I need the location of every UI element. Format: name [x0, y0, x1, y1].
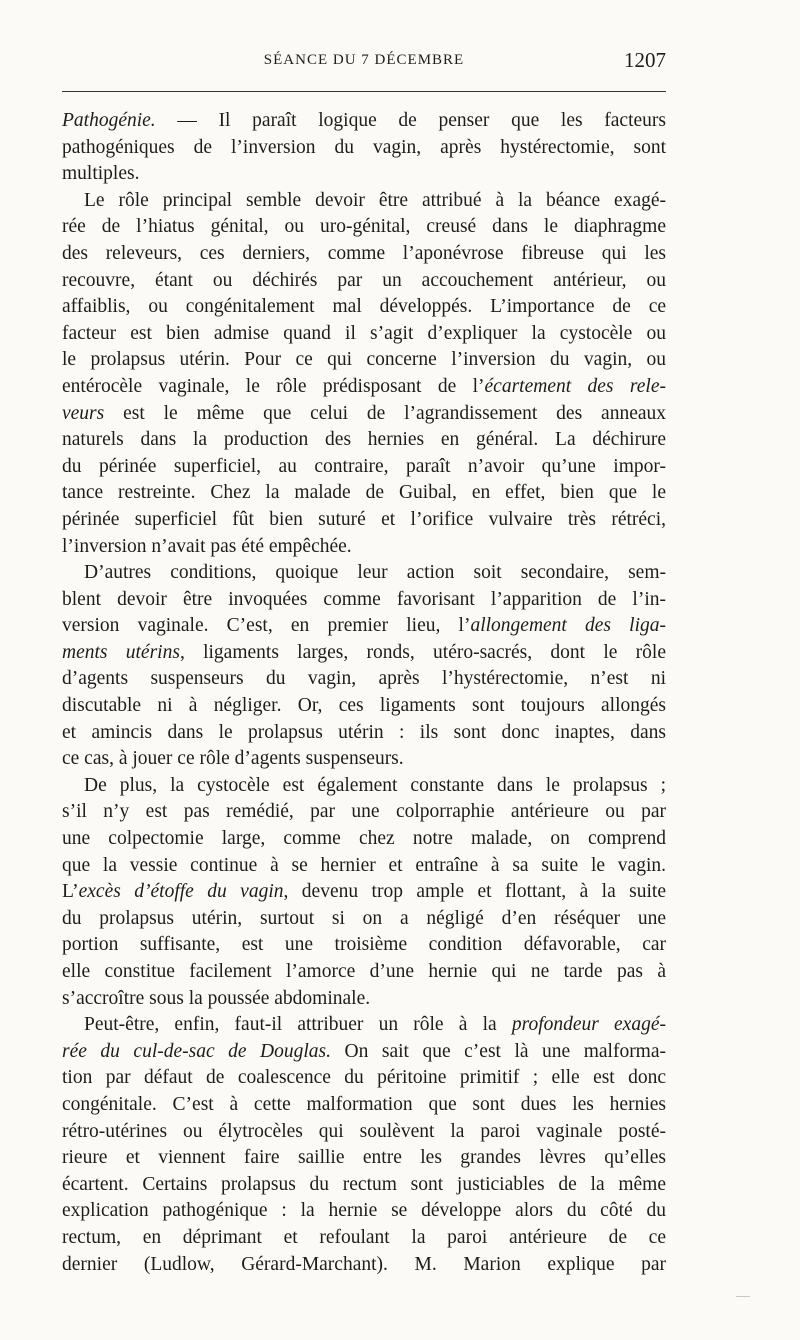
running-title: SÉANCE DU 7 DÉCEMBRE	[263, 52, 465, 68]
text-line	[62, 906, 666, 933]
text-line	[62, 108, 666, 135]
text-run: portion suffisante, est une troisième condition défavorable, car	[62, 934, 666, 956]
text-line	[62, 454, 666, 481]
text-line	[62, 534, 666, 561]
italic-text: ments utérins	[62, 641, 180, 663]
text-run: périnée superficiel fût bien suturé et l’orifice vulvaire très rétréci,	[62, 508, 666, 530]
text-line	[62, 613, 666, 640]
text-run: naturels dans la production des hernies en général. La déchirure	[62, 429, 666, 451]
text-line	[62, 799, 666, 826]
text-line	[62, 1092, 666, 1119]
text-run: recouvre, étant ou déchirés par un accouchement antérieur, ou	[62, 269, 666, 291]
text-run: Le rôle principal semble devoir être attribué à la béance exagé-	[84, 189, 666, 211]
text-line	[62, 480, 666, 507]
text-run: et amincis dans le prolapsus utérin : ils sont donc inaptes, dans	[62, 721, 666, 743]
text-line	[62, 401, 666, 428]
text-line	[62, 214, 666, 241]
header-rule	[62, 91, 666, 92]
text-line	[62, 932, 666, 959]
text-line	[62, 1172, 666, 1199]
text-line	[62, 666, 666, 693]
text-run: une colpectomie large, comme chez notre malade, on comprend	[62, 828, 666, 850]
italic-text: veurs	[62, 402, 105, 424]
paragraph	[62, 773, 666, 1012]
text-line	[62, 1252, 666, 1279]
text-line	[62, 853, 666, 880]
text-line	[62, 161, 666, 188]
page-number: 1207	[624, 48, 666, 72]
text-line	[62, 347, 666, 374]
page-header	[62, 48, 666, 82]
text-line	[62, 507, 666, 534]
text-run: D’autres conditions, quoique leur action soit secondaire, sem-	[84, 562, 666, 584]
text-line	[62, 746, 666, 773]
italic-text: excès d’étoffe du vagin	[78, 881, 284, 903]
text-line	[62, 241, 666, 268]
italic-text: profondeur exagé-	[511, 1014, 666, 1036]
text-run: du périnée superficiel, au contraire, paraît n’avoir qu’une impor-	[62, 455, 666, 477]
text-line	[62, 640, 666, 667]
text-line	[62, 1039, 666, 1066]
text-run: tion par défaut de coalescence du péritoine primitif ; elle est donc	[62, 1067, 666, 1089]
text-run: affaiblis, ou congénitalement mal développés. L’importance de ce	[62, 296, 666, 318]
italic-text: allongement des liga-	[470, 615, 667, 637]
text-run: , devenu trop ample et flottant, à la suite	[283, 881, 666, 903]
text-run: elle constitue facilement l’amorce d’une hernie qui ne tarde pas à	[62, 961, 666, 982]
text-line	[62, 1065, 666, 1092]
italic-text: Pathogénie.	[62, 110, 156, 131]
text-run: s’il n’y est pas remédié, par une colporraphie antérieure ou par	[62, 801, 666, 823]
paragraph	[62, 108, 666, 188]
text-run: des releveurs, ces derniers, comme l’aponévrose fibreuse qui les	[62, 242, 666, 264]
text-run: écartent. Certains prolapsus du rectum sont justiciables de la même	[62, 1173, 666, 1195]
text-run: est le même que celui de l’agrandissement des anneaux	[104, 402, 666, 424]
text-run: explication pathogénique : la hernie se développe alors du côté du	[62, 1200, 666, 1222]
text-run: , ligaments larges, ronds, utéro-sacrés, dont le rôle	[179, 641, 666, 663]
text-run: le prolapsus utérin. Pour ce qui concerne l’inversion du vagin, ou	[62, 349, 666, 371]
text-line	[62, 321, 666, 348]
text-run: On sait que c’est là une malforma-	[331, 1040, 666, 1062]
text-line	[62, 374, 666, 401]
text-line	[62, 427, 666, 454]
text-run: que la vessie continue à se hernier et entraîne à sa suite le vagin.	[62, 854, 666, 876]
paragraph	[62, 188, 666, 560]
paragraph	[62, 1012, 666, 1278]
text-run: rectum, en déprimant et refoulant la paroi antérieure de ce	[62, 1226, 666, 1248]
text-run: rée de l’hiatus génital, ou uro-génital, creusé dans le diaphragme	[62, 216, 666, 238]
text-line	[62, 720, 666, 747]
text-run: pathogéniques de l’inversion du vagin, après hystérectomie, sont	[62, 136, 666, 158]
text-run: du prolapsus utérin, surtout si on a négligé d’en réséquer une	[62, 907, 666, 929]
italic-text: écartement des rele-	[484, 375, 666, 397]
text-line	[62, 587, 666, 614]
text-line	[62, 879, 666, 906]
text-run: congénitale. C’est à cette malformation que sont dues les hernies	[62, 1093, 666, 1115]
text-run: entérocèle vaginale, le rôle prédisposant de l’	[62, 375, 485, 397]
text-run: tance restreinte. Chez la malade de Guibal, en effet, bien que le	[62, 482, 666, 504]
text-line	[62, 294, 666, 321]
text-line	[62, 268, 666, 295]
text-line	[62, 773, 666, 800]
paragraph	[62, 560, 666, 773]
text-run: l’inversion n’avait pas été empêchée.	[62, 535, 352, 557]
text-run: Peut-être, enfin, faut-il attribuer un rôle à la	[84, 1014, 512, 1036]
text-run: d’agents suspenseurs du vagin, après l’hystérectomie, n’est ni	[62, 668, 666, 690]
text-run: s’accroître sous la poussée abdominale.	[62, 987, 371, 1009]
text-run: ce cas, à jouer ce rôle d’agents suspenseurs.	[62, 748, 404, 770]
text-run: rieure et viennent faire saillie entre les grandes lèvres qu’elles	[62, 1147, 666, 1169]
text-line	[62, 135, 666, 162]
text-run: rétro-utérines ou élytrocèles qui soulèvent la paroi vaginale posté-	[62, 1120, 666, 1142]
text-line	[62, 959, 666, 986]
article-body	[62, 108, 666, 1278]
text-run: dernier (Ludlow, Gérard-Marchant). M. Marion explique par	[62, 1253, 666, 1275]
text-run: facteur est bien admise quand il s’agit d’expliquer la cystocèle ou	[62, 322, 666, 344]
text-run: blent devoir être invoquées comme favorisant l’apparition de l’in-	[62, 588, 666, 610]
text-run: discutable ni à négliger. Or, ces ligaments sont toujours allongés	[62, 695, 666, 717]
text-line	[62, 1145, 666, 1172]
text-line	[62, 188, 666, 215]
text-run: L’	[62, 881, 79, 903]
text-line	[62, 986, 666, 1013]
text-run: — Il paraît logique de penser que les facteurs	[155, 110, 666, 131]
text-line	[62, 693, 666, 720]
text-run: version vaginale. C’est, en premier lieu, l’	[62, 615, 471, 637]
text-line	[62, 1225, 666, 1252]
margin-mark	[736, 1296, 750, 1297]
text-line	[62, 1119, 666, 1146]
text-line	[62, 560, 666, 587]
text-line	[62, 1012, 666, 1039]
text-run: De plus, la cystocèle est également constante dans le prolapsus ;	[84, 774, 666, 796]
text-line	[62, 1198, 666, 1225]
text-line	[62, 826, 666, 853]
text-run: multiples.	[62, 163, 140, 185]
italic-text: rée du cul-de-sac de Douglas.	[62, 1040, 332, 1062]
